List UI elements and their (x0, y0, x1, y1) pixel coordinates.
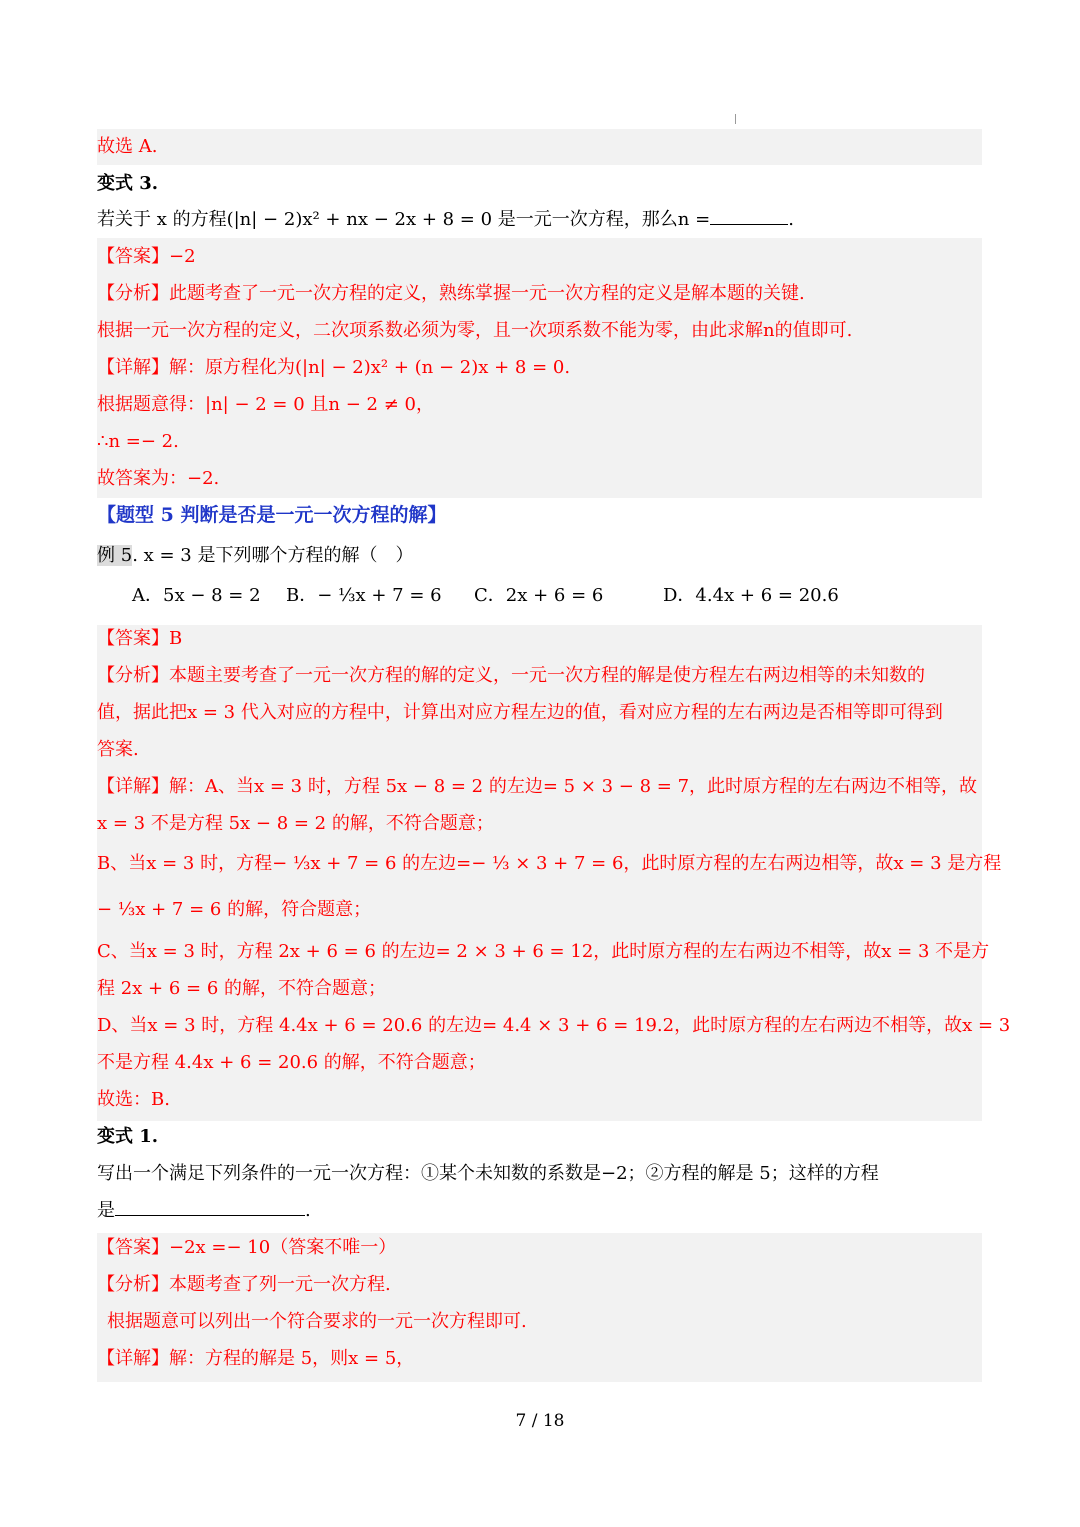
answer-line: 【答案】B (97, 628, 183, 649)
solution-line: 不是方程 4.4x + 6 = 20.6 的解，不符合题意； (97, 1052, 486, 1073)
solution-line: 【详解】解：A、当x = 3 时，方程 5x − 8 = 2 的左边= 5 × 3 − 8 = 7，此时原方程的左右两边不相等，故 (97, 776, 978, 797)
answer-conclusion: 故选 A. (97, 136, 158, 157)
answer-shade-top (97, 129, 982, 165)
variant-1-question-text: 是 (97, 1200, 115, 1221)
analysis-line: 根据一元一次方程的定义，二次项系数必须为零，且一次项系数不能为零，由此求解n的值即可. (97, 320, 853, 341)
page-mark (735, 114, 736, 124)
solution-line: 根据题意得：|n| − 2 = 0 且n − 2 ≠ 0， (97, 394, 434, 415)
solution-line: 【详解】解：原方程化为(|n| − 2)x² + (n − 2)x + 8 = 0. (97, 357, 571, 378)
solution-line: C、当x = 3 时，方程 2x + 6 = 6 的左边= 2 × 3 + 6 = 12，此时原方程的左右两边不相等，故x = 3 不是方 (97, 941, 990, 962)
example-5-question (97, 537, 413, 574)
variant-3-question-text: 若关于 x 的方程(|n| − 2)x² + nx − 2x + 8 = 0 是一元一次方程，那么n = (97, 209, 711, 230)
section-heading-type-5: 【题型 5 判断是否是一元一次方程的解】 (97, 504, 447, 526)
answer-blank (115, 1193, 305, 1216)
example-label: 例 5 (97, 545, 133, 566)
answer-blank (710, 202, 788, 225)
analysis-line: 【分析】此题考查了一元一次方程的定义，熟练掌握一元一次方程的定义是解本题的关键. (97, 283, 805, 304)
solution-line: − ⅓x + 7 = 6 的解，符合题意； (97, 899, 372, 920)
option-a: A．5x − 8 = 2 (132, 585, 261, 606)
analysis-line: 根据题意可以列出一个符合要求的一元一次方程即可. (107, 1311, 527, 1332)
variant-1-question: 写出一个满足下列条件的一元一次方程：①某个未知数的系数是−2；②方程的解是 5；这样的方程 (97, 1163, 879, 1184)
analysis-line: 答案. (97, 739, 139, 760)
solution-line: B、当x = 3 时，方程− ⅓x + 7 = 6 的左边=− ⅓ × 3 + 7 = 6，此时原方程的左右两边相等，故x = 3 是方程 (97, 853, 1002, 874)
answer-line: 【答案】−2x =− 10（答案不唯一） (97, 1237, 397, 1258)
solution-line: D、当x = 3 时，方程 4.4x + 6 = 20.6 的左边= 4.4 × 3 + 6 = 19.2，此时原方程的左右两边不相等，故x = 3 (97, 1015, 1011, 1036)
analysis-line: 【分析】本题考查了列一元一次方程. (97, 1274, 391, 1295)
solution-line: ∴n =− 2. (97, 431, 179, 452)
variant-3-heading: 变式 3. (97, 173, 159, 194)
analysis-line: 【分析】本题主要考查了一元一次方程的解的定义，一元一次方程的解是使方程左右两边相等的未知数的 (97, 665, 925, 686)
example-5-question-text: . x = 3 是下列哪个方程的解（ ） (132, 545, 414, 566)
variant-1-question-cont (97, 1192, 311, 1229)
variant-1-heading: 变式 1. (97, 1126, 159, 1147)
question-end-mark: . (305, 1200, 311, 1221)
option-c: C．2x + 6 = 6 (474, 585, 604, 606)
variant-3-question (97, 201, 794, 238)
option-b: B．− ⅓x + 7 = 6 (286, 585, 442, 606)
answer-line: 【答案】−2 (97, 246, 196, 267)
solution-line: 程 2x + 6 = 6 的解，不符合题意； (97, 978, 387, 999)
solution-line: 【详解】解：方程的解是 5，则x = 5， (97, 1348, 415, 1369)
solution-conclusion: 故选：B. (97, 1089, 170, 1110)
question-end-mark: . (788, 209, 794, 230)
solution-conclusion: 故答案为：−2. (97, 468, 220, 489)
option-d: D．4.4x + 6 = 20.6 (663, 585, 839, 606)
solution-line: x = 3 不是方程 5x − 8 = 2 的解，不符合题意； (97, 813, 494, 834)
page-number: 7 / 18 (515, 1411, 565, 1431)
analysis-line: 值，据此把x = 3 代入对应的方程中，计算出对应方程左边的值，看对应方程的左右两边是否相等即可得到 (97, 702, 943, 723)
